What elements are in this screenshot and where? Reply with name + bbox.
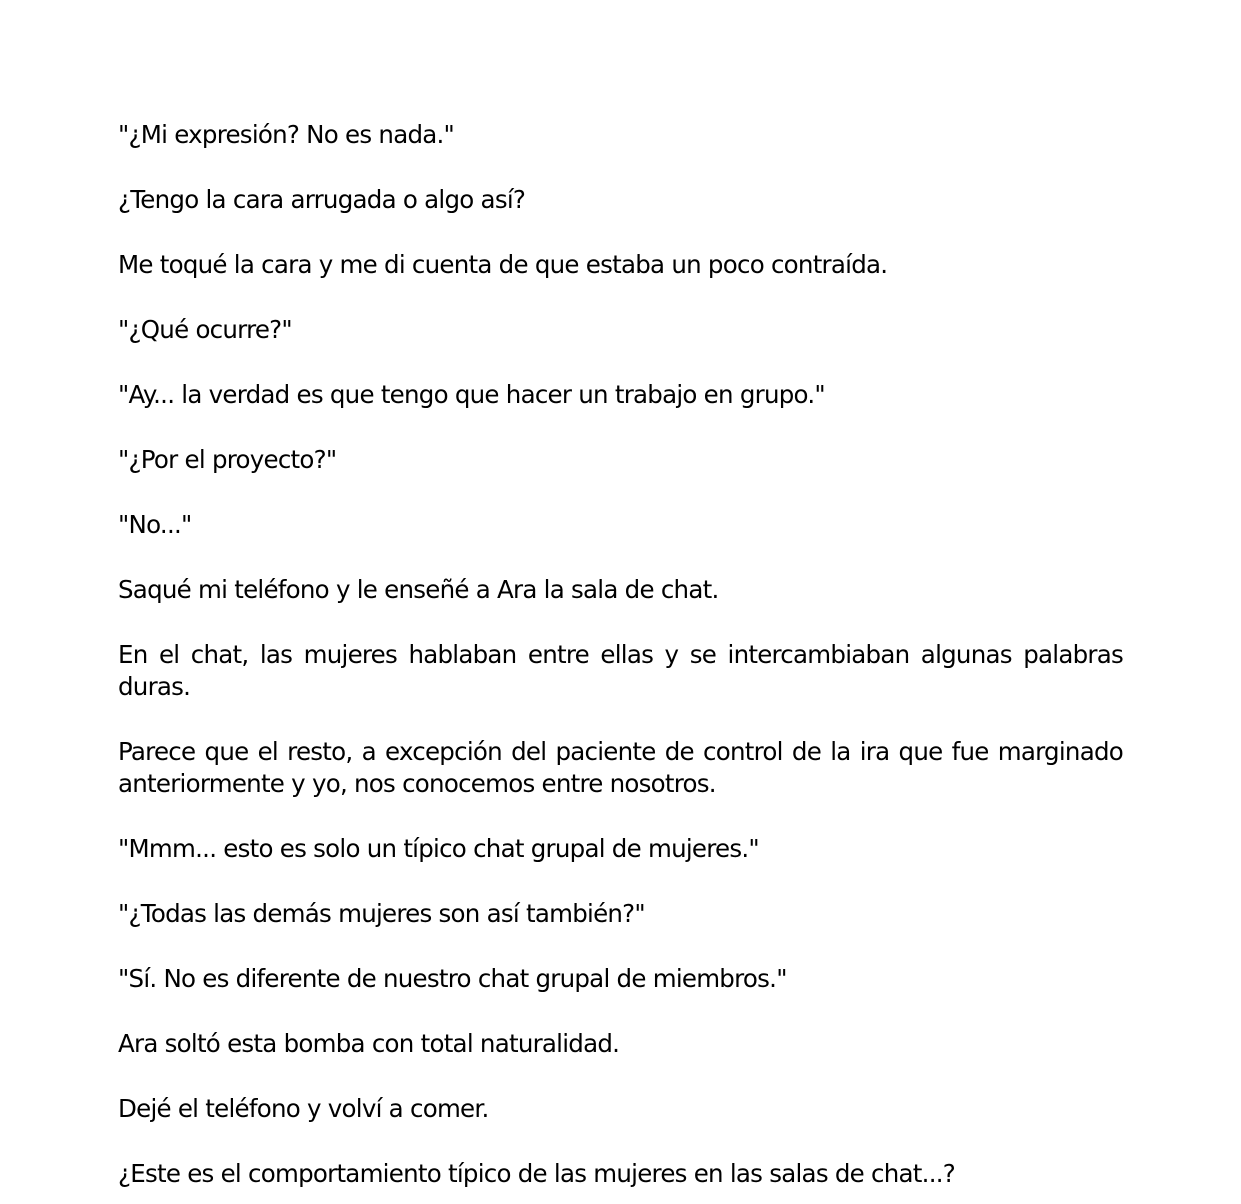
document-body bbox=[118, 119, 1123, 1190]
paragraph: "¿Por el proyecto?" bbox=[118, 445, 337, 474]
paragraph: ¿Este es el comportamiento típico de las mujeres en las salas de chat...? bbox=[118, 1159, 956, 1188]
paragraph: "No..." bbox=[118, 510, 192, 539]
paragraph: "¿Todas las demás mujeres son así también?" bbox=[118, 899, 645, 928]
paragraph: "Ay... la verdad es que tengo que hacer un trabajo en grupo." bbox=[118, 380, 825, 409]
paragraph: Parece que el resto, a excepción del paciente de control de la ira que fue marginado anteriormente y yo, nos conocemos entre nosotros. bbox=[118, 737, 1123, 798]
paragraph: Saqué mi teléfono y le enseñé a Ara la sala de chat. bbox=[118, 575, 719, 604]
paragraph: Dejé el teléfono y volví a comer. bbox=[118, 1094, 489, 1123]
paragraph: "Mmm... esto es solo un típico chat grupal de mujeres." bbox=[118, 834, 759, 863]
paragraph: Ara soltó esta bomba con total naturalidad. bbox=[118, 1029, 620, 1058]
paragraph: Me toqué la cara y me di cuenta de que estaba un poco contraída. bbox=[118, 250, 888, 279]
paragraph: "Sí. No es diferente de nuestro chat grupal de miembros." bbox=[118, 964, 787, 993]
paragraph: En el chat, las mujeres hablaban entre ellas y se intercambiaban algunas palabras duras. bbox=[118, 640, 1123, 701]
paragraph: "¿Qué ocurre?" bbox=[118, 315, 292, 344]
paragraph: ¿Tengo la cara arrugada o algo así? bbox=[118, 185, 526, 214]
paragraph: "¿Mi expresión? No es nada." bbox=[118, 120, 455, 149]
